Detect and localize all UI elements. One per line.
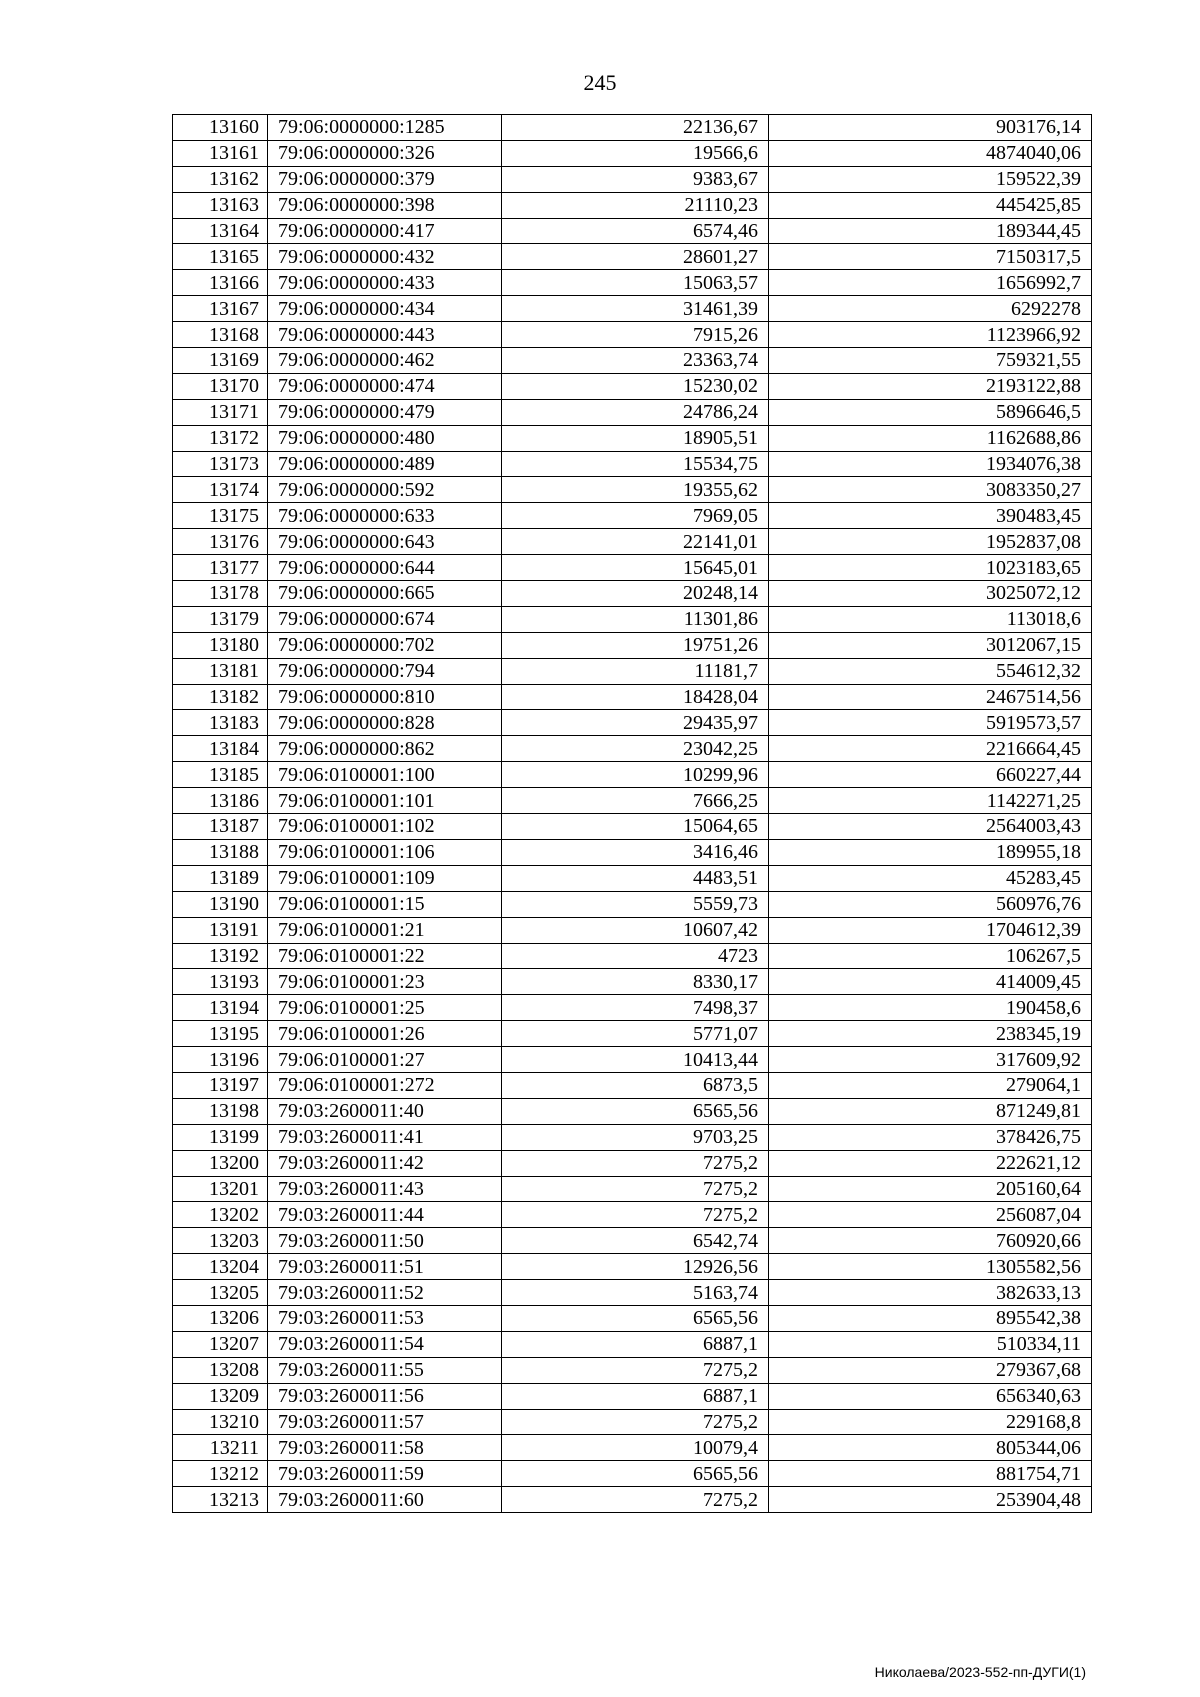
cadastral-number-cell: 79:06:0000000:489 bbox=[268, 451, 502, 477]
row-number-cell: 13195 bbox=[173, 1021, 268, 1047]
value-cell: 2467514,56 bbox=[769, 684, 1092, 710]
row-number-cell: 13206 bbox=[173, 1305, 268, 1331]
value-cell: 2564003,43 bbox=[769, 814, 1092, 840]
area-cell: 12926,56 bbox=[502, 1254, 769, 1280]
area-cell: 19355,62 bbox=[502, 477, 769, 503]
table-row bbox=[173, 322, 1092, 348]
cadastral-number-cell: 79:03:2600011:42 bbox=[268, 1150, 502, 1176]
value-cell: 5919573,57 bbox=[769, 710, 1092, 736]
row-number-cell: 13162 bbox=[173, 166, 268, 192]
row-number-cell: 13187 bbox=[173, 814, 268, 840]
cadastral-number-cell: 79:03:2600011:53 bbox=[268, 1305, 502, 1331]
area-cell: 15645,01 bbox=[502, 555, 769, 581]
area-cell: 15063,57 bbox=[502, 270, 769, 296]
row-number-cell: 13167 bbox=[173, 296, 268, 322]
value-cell: 510334,11 bbox=[769, 1331, 1092, 1357]
table-row bbox=[173, 1409, 1092, 1435]
table-row bbox=[173, 166, 1092, 192]
cadastral-number-cell: 79:06:0000000:443 bbox=[268, 322, 502, 348]
cadastral-number-cell: 79:03:2600011:52 bbox=[268, 1280, 502, 1306]
table-row bbox=[173, 192, 1092, 218]
cadastral-number-cell: 79:03:2600011:44 bbox=[268, 1202, 502, 1228]
row-number-cell: 13203 bbox=[173, 1228, 268, 1254]
table-row bbox=[173, 814, 1092, 840]
row-number-cell: 13174 bbox=[173, 477, 268, 503]
table-row bbox=[173, 373, 1092, 399]
area-cell: 6542,74 bbox=[502, 1228, 769, 1254]
cadastral-number-cell: 79:06:0000000:398 bbox=[268, 192, 502, 218]
table-row bbox=[173, 244, 1092, 270]
table-row bbox=[173, 943, 1092, 969]
row-number-cell: 13213 bbox=[173, 1487, 268, 1513]
area-cell: 7275,2 bbox=[502, 1357, 769, 1383]
table-row bbox=[173, 1124, 1092, 1150]
cadastral-number-cell: 79:06:0000000:474 bbox=[268, 373, 502, 399]
cadastral-number-cell: 79:06:0100001:23 bbox=[268, 969, 502, 995]
value-cell: 256087,04 bbox=[769, 1202, 1092, 1228]
value-cell: 1142271,25 bbox=[769, 788, 1092, 814]
cadastral-number-cell: 79:06:0000000:828 bbox=[268, 710, 502, 736]
table-row bbox=[173, 1383, 1092, 1409]
value-cell: 414009,45 bbox=[769, 969, 1092, 995]
value-cell: 279064,1 bbox=[769, 1072, 1092, 1098]
value-cell: 205160,64 bbox=[769, 1176, 1092, 1202]
cadastral-number-cell: 79:03:2600011:58 bbox=[268, 1435, 502, 1461]
area-cell: 5559,73 bbox=[502, 891, 769, 917]
area-cell: 7275,2 bbox=[502, 1150, 769, 1176]
table-row bbox=[173, 684, 1092, 710]
table-row bbox=[173, 477, 1092, 503]
value-cell: 253904,48 bbox=[769, 1487, 1092, 1513]
cadastral-number-cell: 79:06:0000000:810 bbox=[268, 684, 502, 710]
area-cell: 28601,27 bbox=[502, 244, 769, 270]
value-cell: 560976,76 bbox=[769, 891, 1092, 917]
row-number-cell: 13196 bbox=[173, 1047, 268, 1073]
cadastral-number-cell: 79:06:0100001:15 bbox=[268, 891, 502, 917]
value-cell: 6292278 bbox=[769, 296, 1092, 322]
table-row bbox=[173, 555, 1092, 581]
area-cell: 4723 bbox=[502, 943, 769, 969]
area-cell: 22141,01 bbox=[502, 529, 769, 555]
area-cell: 23363,74 bbox=[502, 348, 769, 374]
cadastral-number-cell: 79:06:0100001:26 bbox=[268, 1021, 502, 1047]
cadastral-number-cell: 79:03:2600011:59 bbox=[268, 1461, 502, 1487]
cadastral-number-cell: 79:06:0100001:272 bbox=[268, 1072, 502, 1098]
table-row bbox=[173, 348, 1092, 374]
value-cell: 279367,68 bbox=[769, 1357, 1092, 1383]
area-cell: 8330,17 bbox=[502, 969, 769, 995]
cadastral-number-cell: 79:06:0000000:379 bbox=[268, 166, 502, 192]
area-cell: 5771,07 bbox=[502, 1021, 769, 1047]
cadastral-number-cell: 79:06:0000000:462 bbox=[268, 348, 502, 374]
value-cell: 660227,44 bbox=[769, 762, 1092, 788]
row-number-cell: 13176 bbox=[173, 529, 268, 555]
row-number-cell: 13172 bbox=[173, 425, 268, 451]
table-body bbox=[173, 115, 1092, 1513]
table-row bbox=[173, 451, 1092, 477]
area-cell: 6565,56 bbox=[502, 1461, 769, 1487]
value-cell: 4874040,06 bbox=[769, 140, 1092, 166]
area-cell: 23042,25 bbox=[502, 736, 769, 762]
table-row bbox=[173, 529, 1092, 555]
value-cell: 1952837,08 bbox=[769, 529, 1092, 555]
table-row bbox=[173, 115, 1092, 141]
area-cell: 6873,5 bbox=[502, 1072, 769, 1098]
table-row bbox=[173, 891, 1092, 917]
table-row bbox=[173, 1228, 1092, 1254]
row-number-cell: 13163 bbox=[173, 192, 268, 218]
table-row bbox=[173, 606, 1092, 632]
row-number-cell: 13199 bbox=[173, 1124, 268, 1150]
cadastral-number-cell: 79:03:2600011:43 bbox=[268, 1176, 502, 1202]
cadastral-number-cell: 79:03:2600011:56 bbox=[268, 1383, 502, 1409]
cadastral-number-cell: 79:06:0100001:102 bbox=[268, 814, 502, 840]
cadastral-number-cell: 79:06:0000000:794 bbox=[268, 658, 502, 684]
table-row bbox=[173, 1461, 1092, 1487]
row-number-cell: 13171 bbox=[173, 399, 268, 425]
area-cell: 22136,67 bbox=[502, 115, 769, 141]
row-number-cell: 13207 bbox=[173, 1331, 268, 1357]
row-number-cell: 13183 bbox=[173, 710, 268, 736]
row-number-cell: 13180 bbox=[173, 632, 268, 658]
page-number: 245 bbox=[583, 70, 617, 95]
value-cell: 445425,85 bbox=[769, 192, 1092, 218]
table-row bbox=[173, 140, 1092, 166]
cadastral-number-cell: 79:06:0100001:27 bbox=[268, 1047, 502, 1073]
area-cell: 19751,26 bbox=[502, 632, 769, 658]
table-row bbox=[173, 865, 1092, 891]
cadastral-number-cell: 79:06:0100001:101 bbox=[268, 788, 502, 814]
area-cell: 10299,96 bbox=[502, 762, 769, 788]
table-row bbox=[173, 995, 1092, 1021]
table-row bbox=[173, 581, 1092, 607]
table-row bbox=[173, 1047, 1092, 1073]
value-cell: 5896646,5 bbox=[769, 399, 1092, 425]
cadastral-number-cell: 79:03:2600011:51 bbox=[268, 1254, 502, 1280]
row-number-cell: 13201 bbox=[173, 1176, 268, 1202]
cadastral-number-cell: 79:06:0100001:106 bbox=[268, 839, 502, 865]
table-row bbox=[173, 1254, 1092, 1280]
value-cell: 159522,39 bbox=[769, 166, 1092, 192]
table-row bbox=[173, 788, 1092, 814]
area-cell: 6887,1 bbox=[502, 1331, 769, 1357]
cadastral-number-cell: 79:06:0100001:25 bbox=[268, 995, 502, 1021]
value-cell: 871249,81 bbox=[769, 1098, 1092, 1124]
value-cell: 656340,63 bbox=[769, 1383, 1092, 1409]
cadastral-number-cell: 79:06:0000000:480 bbox=[268, 425, 502, 451]
document-footer-id: Николаева/2023-552-пп-ДУГИ(1) bbox=[874, 1664, 1086, 1680]
cadastral-number-cell: 79:06:0000000:862 bbox=[268, 736, 502, 762]
value-cell: 1305582,56 bbox=[769, 1254, 1092, 1280]
cadastral-number-cell: 79:03:2600011:41 bbox=[268, 1124, 502, 1150]
row-number-cell: 13165 bbox=[173, 244, 268, 270]
row-number-cell: 13175 bbox=[173, 503, 268, 529]
value-cell: 317609,92 bbox=[769, 1047, 1092, 1073]
row-number-cell: 13166 bbox=[173, 270, 268, 296]
table-row bbox=[173, 762, 1092, 788]
cadastral-number-cell: 79:06:0000000:417 bbox=[268, 218, 502, 244]
cadastral-number-cell: 79:06:0100001:100 bbox=[268, 762, 502, 788]
value-cell: 45283,45 bbox=[769, 865, 1092, 891]
value-cell: 1656992,7 bbox=[769, 270, 1092, 296]
row-number-cell: 13193 bbox=[173, 969, 268, 995]
row-number-cell: 13197 bbox=[173, 1072, 268, 1098]
value-cell: 895542,38 bbox=[769, 1305, 1092, 1331]
area-cell: 31461,39 bbox=[502, 296, 769, 322]
row-number-cell: 13182 bbox=[173, 684, 268, 710]
cadastral-number-cell: 79:06:0000000:665 bbox=[268, 581, 502, 607]
area-cell: 4483,51 bbox=[502, 865, 769, 891]
value-cell: 3012067,15 bbox=[769, 632, 1092, 658]
table-row bbox=[173, 399, 1092, 425]
table-row bbox=[173, 1176, 1092, 1202]
value-cell: 1123966,92 bbox=[769, 322, 1092, 348]
cadastral-number-cell: 79:06:0000000:644 bbox=[268, 555, 502, 581]
area-cell: 19566,6 bbox=[502, 140, 769, 166]
row-number-cell: 13192 bbox=[173, 943, 268, 969]
cadastral-number-cell: 79:03:2600011:60 bbox=[268, 1487, 502, 1513]
row-number-cell: 13190 bbox=[173, 891, 268, 917]
area-cell: 6887,1 bbox=[502, 1383, 769, 1409]
table-row bbox=[173, 839, 1092, 865]
value-cell: 189344,45 bbox=[769, 218, 1092, 244]
area-cell: 24786,24 bbox=[502, 399, 769, 425]
value-cell: 1023183,65 bbox=[769, 555, 1092, 581]
area-cell: 6565,56 bbox=[502, 1098, 769, 1124]
table-row bbox=[173, 1202, 1092, 1228]
value-cell: 238345,19 bbox=[769, 1021, 1092, 1047]
area-cell: 9703,25 bbox=[502, 1124, 769, 1150]
area-cell: 6574,46 bbox=[502, 218, 769, 244]
value-cell: 378426,75 bbox=[769, 1124, 1092, 1150]
area-cell: 15064,65 bbox=[502, 814, 769, 840]
cadastral-number-cell: 79:03:2600011:40 bbox=[268, 1098, 502, 1124]
row-number-cell: 13202 bbox=[173, 1202, 268, 1228]
row-number-cell: 13161 bbox=[173, 140, 268, 166]
table-row bbox=[173, 969, 1092, 995]
cadastral-number-cell: 79:06:0000000:633 bbox=[268, 503, 502, 529]
area-cell: 7969,05 bbox=[502, 503, 769, 529]
area-cell: 15534,75 bbox=[502, 451, 769, 477]
area-cell: 5163,74 bbox=[502, 1280, 769, 1306]
row-number-cell: 13186 bbox=[173, 788, 268, 814]
row-number-cell: 13212 bbox=[173, 1461, 268, 1487]
table-row bbox=[173, 296, 1092, 322]
table-row bbox=[173, 1072, 1092, 1098]
value-cell: 760920,66 bbox=[769, 1228, 1092, 1254]
row-number-cell: 13168 bbox=[173, 322, 268, 348]
cadastral-number-cell: 79:06:0000000:479 bbox=[268, 399, 502, 425]
table-row bbox=[173, 710, 1092, 736]
area-cell: 9383,67 bbox=[502, 166, 769, 192]
area-cell: 7275,2 bbox=[502, 1202, 769, 1228]
row-number-cell: 13173 bbox=[173, 451, 268, 477]
value-cell: 390483,45 bbox=[769, 503, 1092, 529]
cadastral-number-cell: 79:06:0000000:326 bbox=[268, 140, 502, 166]
value-cell: 759321,55 bbox=[769, 348, 1092, 374]
table-row bbox=[173, 1435, 1092, 1461]
area-cell: 21110,23 bbox=[502, 192, 769, 218]
table-row bbox=[173, 1280, 1092, 1306]
cadastral-number-cell: 79:06:0000000:432 bbox=[268, 244, 502, 270]
area-cell: 7275,2 bbox=[502, 1176, 769, 1202]
row-number-cell: 13209 bbox=[173, 1383, 268, 1409]
row-number-cell: 13194 bbox=[173, 995, 268, 1021]
cadastral-number-cell: 79:06:0000000:592 bbox=[268, 477, 502, 503]
cadastral-number-cell: 79:03:2600011:50 bbox=[268, 1228, 502, 1254]
value-cell: 222621,12 bbox=[769, 1150, 1092, 1176]
cadastral-number-cell: 79:06:0000000:434 bbox=[268, 296, 502, 322]
cadastral-number-cell: 79:06:0000000:433 bbox=[268, 270, 502, 296]
value-cell: 1704612,39 bbox=[769, 917, 1092, 943]
value-cell: 1162688,86 bbox=[769, 425, 1092, 451]
row-number-cell: 13177 bbox=[173, 555, 268, 581]
area-cell: 10413,44 bbox=[502, 1047, 769, 1073]
row-number-cell: 13181 bbox=[173, 658, 268, 684]
row-number-cell: 13169 bbox=[173, 348, 268, 374]
table-row bbox=[173, 917, 1092, 943]
row-number-cell: 13191 bbox=[173, 917, 268, 943]
area-cell: 7666,25 bbox=[502, 788, 769, 814]
value-cell: 113018,6 bbox=[769, 606, 1092, 632]
area-cell: 18905,51 bbox=[502, 425, 769, 451]
value-cell: 2193122,88 bbox=[769, 373, 1092, 399]
area-cell: 11301,86 bbox=[502, 606, 769, 632]
table-row bbox=[173, 658, 1092, 684]
cadastral-number-cell: 79:06:0100001:109 bbox=[268, 865, 502, 891]
table-row bbox=[173, 1487, 1092, 1513]
area-cell: 7275,2 bbox=[502, 1487, 769, 1513]
row-number-cell: 13198 bbox=[173, 1098, 268, 1124]
table-row bbox=[173, 1021, 1092, 1047]
cadastral-number-cell: 79:06:0100001:22 bbox=[268, 943, 502, 969]
cadastral-number-cell: 79:06:0000000:1285 bbox=[268, 115, 502, 141]
row-number-cell: 13208 bbox=[173, 1357, 268, 1383]
cadastral-number-cell: 79:03:2600011:54 bbox=[268, 1331, 502, 1357]
value-cell: 3025072,12 bbox=[769, 581, 1092, 607]
row-number-cell: 13185 bbox=[173, 762, 268, 788]
table-row bbox=[173, 1098, 1092, 1124]
cadastral-number-cell: 79:06:0000000:674 bbox=[268, 606, 502, 632]
row-number-cell: 13188 bbox=[173, 839, 268, 865]
row-number-cell: 13184 bbox=[173, 736, 268, 762]
row-number-cell: 13178 bbox=[173, 581, 268, 607]
value-cell: 805344,06 bbox=[769, 1435, 1092, 1461]
cadastral-number-cell: 79:06:0000000:702 bbox=[268, 632, 502, 658]
value-cell: 229168,8 bbox=[769, 1409, 1092, 1435]
cadastral-number-cell: 79:06:0000000:643 bbox=[268, 529, 502, 555]
cadastral-number-cell: 79:03:2600011:57 bbox=[268, 1409, 502, 1435]
table-row bbox=[173, 218, 1092, 244]
area-cell: 7915,26 bbox=[502, 322, 769, 348]
value-cell: 1934076,38 bbox=[769, 451, 1092, 477]
area-cell: 7498,37 bbox=[502, 995, 769, 1021]
area-cell: 7275,2 bbox=[502, 1409, 769, 1435]
value-cell: 190458,6 bbox=[769, 995, 1092, 1021]
value-cell: 881754,71 bbox=[769, 1461, 1092, 1487]
value-cell: 2216664,45 bbox=[769, 736, 1092, 762]
value-cell: 3083350,27 bbox=[769, 477, 1092, 503]
row-number-cell: 13205 bbox=[173, 1280, 268, 1306]
row-number-cell: 13204 bbox=[173, 1254, 268, 1280]
row-number-cell: 13189 bbox=[173, 865, 268, 891]
area-cell: 3416,46 bbox=[502, 839, 769, 865]
row-number-cell: 13210 bbox=[173, 1409, 268, 1435]
row-number-cell: 13164 bbox=[173, 218, 268, 244]
row-number-cell: 13211 bbox=[173, 1435, 268, 1461]
table-row bbox=[173, 736, 1092, 762]
cadastral-number-cell: 79:06:0100001:21 bbox=[268, 917, 502, 943]
table-row bbox=[173, 632, 1092, 658]
row-number-cell: 13160 bbox=[173, 115, 268, 141]
row-number-cell: 13170 bbox=[173, 373, 268, 399]
area-cell: 11181,7 bbox=[502, 658, 769, 684]
area-cell: 6565,56 bbox=[502, 1305, 769, 1331]
area-cell: 20248,14 bbox=[502, 581, 769, 607]
table-row bbox=[173, 1357, 1092, 1383]
table-row bbox=[173, 425, 1092, 451]
area-cell: 29435,97 bbox=[502, 710, 769, 736]
value-cell: 7150317,5 bbox=[769, 244, 1092, 270]
table-row bbox=[173, 1150, 1092, 1176]
value-cell: 554612,32 bbox=[769, 658, 1092, 684]
cadastral-value-table bbox=[172, 114, 1092, 1513]
table-row bbox=[173, 270, 1092, 296]
table-row bbox=[173, 503, 1092, 529]
cadastral-number-cell: 79:03:2600011:55 bbox=[268, 1357, 502, 1383]
area-cell: 18428,04 bbox=[502, 684, 769, 710]
table-row bbox=[173, 1331, 1092, 1357]
value-cell: 106267,5 bbox=[769, 943, 1092, 969]
row-number-cell: 13179 bbox=[173, 606, 268, 632]
value-cell: 189955,18 bbox=[769, 839, 1092, 865]
area-cell: 10079,4 bbox=[502, 1435, 769, 1461]
area-cell: 10607,42 bbox=[502, 917, 769, 943]
table-row bbox=[173, 1305, 1092, 1331]
area-cell: 15230,02 bbox=[502, 373, 769, 399]
row-number-cell: 13200 bbox=[173, 1150, 268, 1176]
value-cell: 382633,13 bbox=[769, 1280, 1092, 1306]
value-cell: 903176,14 bbox=[769, 115, 1092, 141]
